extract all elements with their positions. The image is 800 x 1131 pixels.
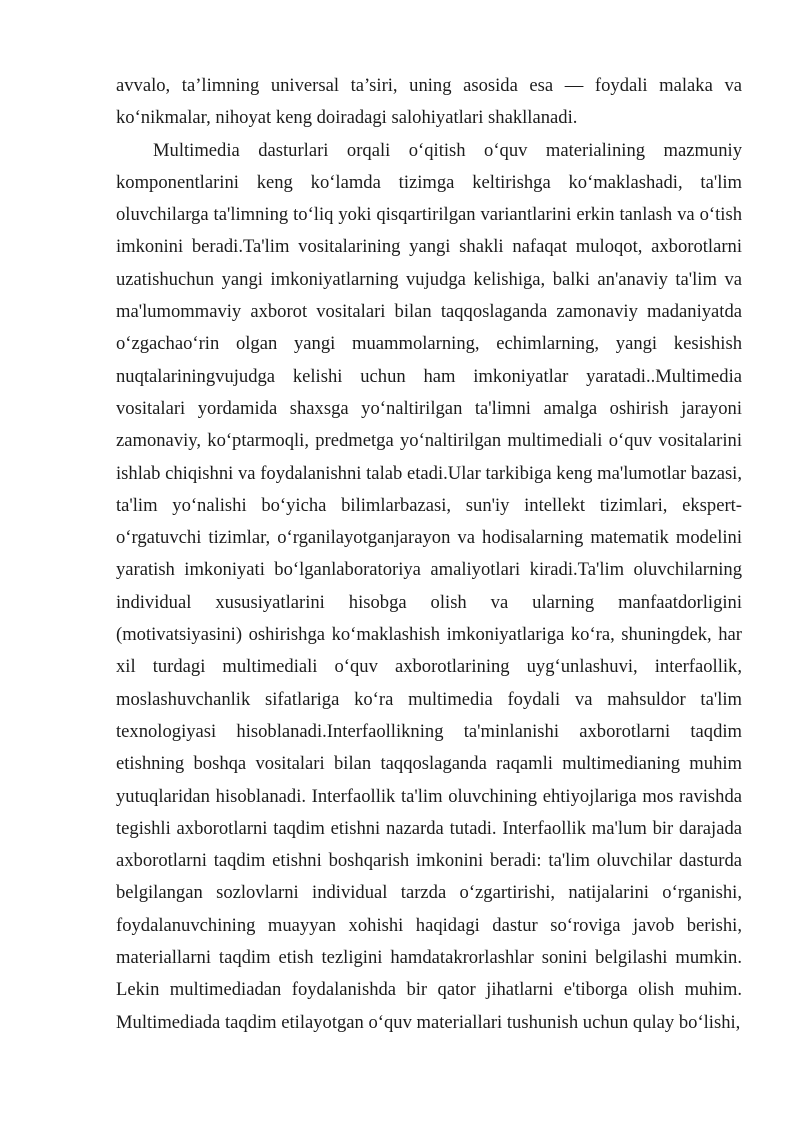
paragraph-multimedia: Multimedia dasturlari orqali o‘qitish o‘quv materialining mazmuniy komponentlarini keng ko‘lamda tizimga keltirishga ko‘maklashadi, ta'lim oluvchilarga ta'limning to‘liq yoki qisqartirilgan variantlarini erkin tanlash va o‘tish imkonini beradi.Ta'lim vositalarining yangi shakli nafaqat muloqot, axborotlarni uzatishuchun yangi imkoniyatlarning vujudga kelishiga, balki an'anaviy ta'lim va ma'lumommaviy axborot vositalari bilan taqqoslaganda zamonaviy madaniyatda o‘zgachao‘rin olgan yangi muammolarning, echimlarning, yangi kesishish nuqtalariningvujudga kelishi uchun ham imkoniyatlar yaratadi..Multimedia vositalari yordamida shaxsga yo‘naltirilgan ta'limni amalga oshirish jarayoni zamonaviy, ko‘ptarmoqli, predmetga yo‘naltirilgan multimediali o‘quv vositalarini ishlab chiqishni va foydalanishni talab etadi.Ular tarkibiga keng ma'lumotlar bazasi, ta'lim yo‘nalishi bo‘yicha bilimlarbazasi, sun'iy intellekt tizimlari, ekspert-o‘rgatuvchi tizimlar, o‘rganilayotganjarayon va hodisalarning matematik modelini yaratish imkoniyati bo‘lganlaboratoriya amaliyotlari kiradi.Ta'lim oluvchilarning individual xususiyatlarini hisobga olish va ularning manfaatdorligini (motivatsiyasini) oshirishga ko‘maklashish imkoniyatlariga ko‘ra, shuningdek, har xil turdagi multimediali o‘quv axborotlarining uyg‘unlashuvi, interfaollik, moslashuvchanlik sifatlariga ko‘ra multimedia foydali va mahsuldor ta'lim texnologiyasi hisoblanadi.Interfaollikning ta'minlanishi axborotlarni taqdim etishning boshqa vositalari bilan taqqoslaganda raqamli multimedianing muhim yutuqlaridan hisoblanadi. Interfaollik ta'lim oluvchining ehtiyojlariga mos ravishda tegishli axborotlarni taqdim etishni nazarda tutadi. Interfaollik ma'lum bir darajada axborotlarni taqdim etishni boshqarish imkonini beradi: ta'lim oluvchilar dasturda belgilangan sozlovlarni individual tarzda o‘zgartirishi, natijalarini o‘rganishi, foydalanuvchining muayyan xohishi haqidagi dastur so‘roviga javob berishi, materiallarni taqdim etish tezligini hamdatakrorlashlar sonini belgilashi mumkin. Lekin multimediadan foydalanishda bir qator jihatlarni e'tiborga olish muhim. Multimediada taqdim etilayotgan o‘quv materiallari tushunish uchun qulay bo‘lishi, [116, 139, 742, 1033]
paragraph-continuation: avvalo, ta’limning universal ta’siri, uning asosida esa — foydali malaka va ko‘nikmalar, nihoyat keng doiradagi salohiyatlari shakllanadi. [116, 75, 742, 129]
document-page [116, 70, 742, 1039]
